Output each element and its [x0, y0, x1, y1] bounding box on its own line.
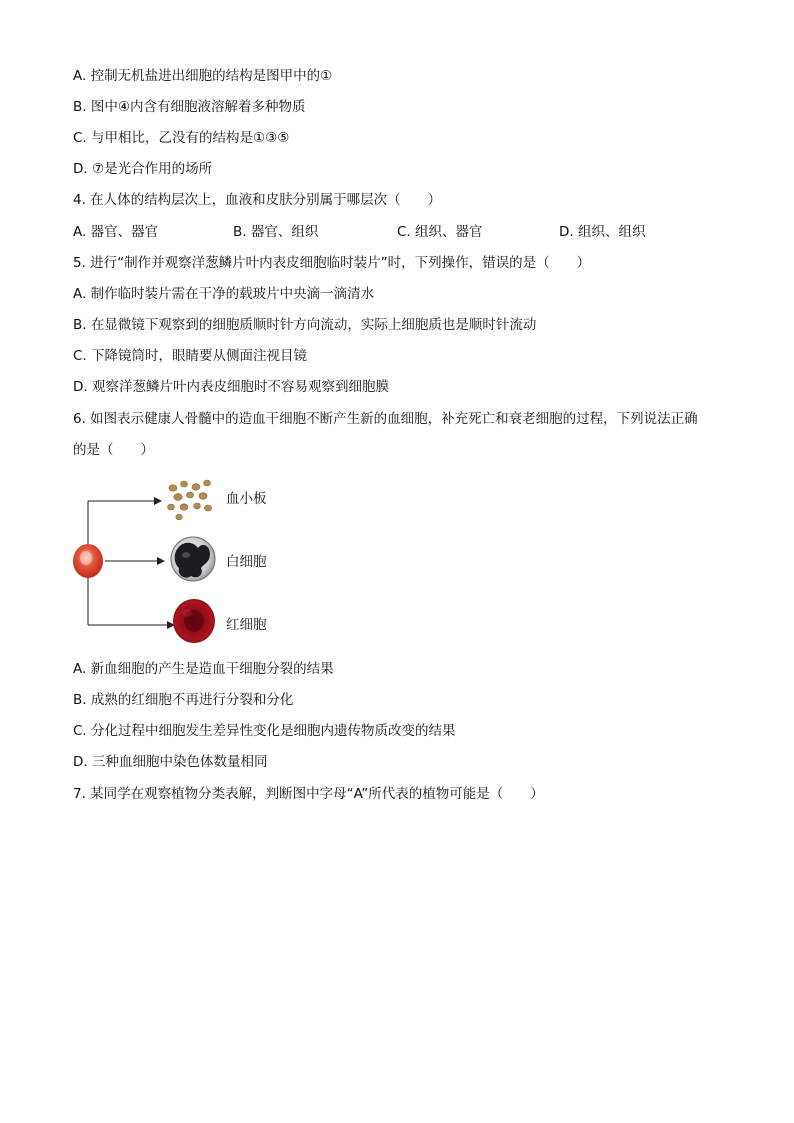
- q6-stem-line2: 的是（ ）: [73, 442, 154, 458]
- q5-option-a: A. 制作临时装片需在干净的载玻片中央滴一滴清水: [73, 286, 375, 302]
- q4-stem: 4. 在人体的结构层次上，血液和皮肤分别属于哪层次（ ）: [73, 192, 442, 208]
- q3-option-a: A. 控制无机盐进出细胞的结构是图甲中的①: [73, 68, 333, 84]
- q7-stem: 7. 某同学在观察植物分类表解，判断图中字母“A”所代表的植物可能是（ ）: [73, 786, 544, 802]
- red-cell-label: 红细胞: [226, 617, 267, 633]
- q4-option-d: D. 组织、组织: [559, 224, 646, 240]
- red-blood-cell-icon: [173, 599, 215, 643]
- q6-option-b: B. 成熟的红细胞不再进行分裂和分化: [73, 692, 294, 708]
- platelet-label: 血小板: [226, 491, 267, 507]
- blood-cell-diagram: [70, 470, 330, 645]
- q4-option-b: B. 器官、组织: [233, 224, 319, 240]
- q4-option-c: C. 组织、器官: [397, 224, 483, 240]
- white-blood-cell-icon: [171, 537, 215, 581]
- q6-option-d: D. 三种血细胞中染色体数量相同: [73, 754, 268, 770]
- q5-option-c: C. 下降镜筒时，眼睛要从侧面注视目镜: [73, 348, 308, 364]
- white-cell-label: 白细胞: [226, 554, 267, 570]
- platelet-icon: [168, 480, 212, 520]
- q3-option-d: D. ⑦是光合作用的场所: [73, 161, 213, 177]
- q4-option-a: A. 器官、器官: [73, 224, 159, 240]
- q5-stem: 5. 进行“制作并观察洋葱鳞片叶内表皮细胞临时装片”时，下列操作，错误的是（ ）: [73, 255, 591, 271]
- q6-option-c: C. 分化过程中细胞发生差异性变化是细胞内遗传物质改变的结果: [73, 723, 456, 739]
- q6-option-a: A. 新血细胞的产生是造血干细胞分裂的结果: [73, 661, 334, 677]
- q5-option-d: D. 观察洋葱鳞片叶内表皮细胞时不容易观察到细胞膜: [73, 379, 389, 395]
- q5-option-b: B. 在显微镜下观察到的细胞质顺时针方向流动，实际上细胞质也是顺时针流动: [73, 317, 537, 333]
- q3-option-c: C. 与甲相比，乙没有的结构是①③⑤: [73, 130, 290, 146]
- q3-option-b: B. 图中④内含有细胞液溶解着多种物质: [73, 99, 306, 115]
- diagram-graphic: [70, 470, 330, 645]
- q6-stem-line1: 6. 如图表示健康人骨髓中的造血干细胞不断产生新的血细胞，补充死亡和衰老细胞的过程，下列说法正确: [73, 411, 698, 427]
- stem-cell-icon: [73, 544, 103, 578]
